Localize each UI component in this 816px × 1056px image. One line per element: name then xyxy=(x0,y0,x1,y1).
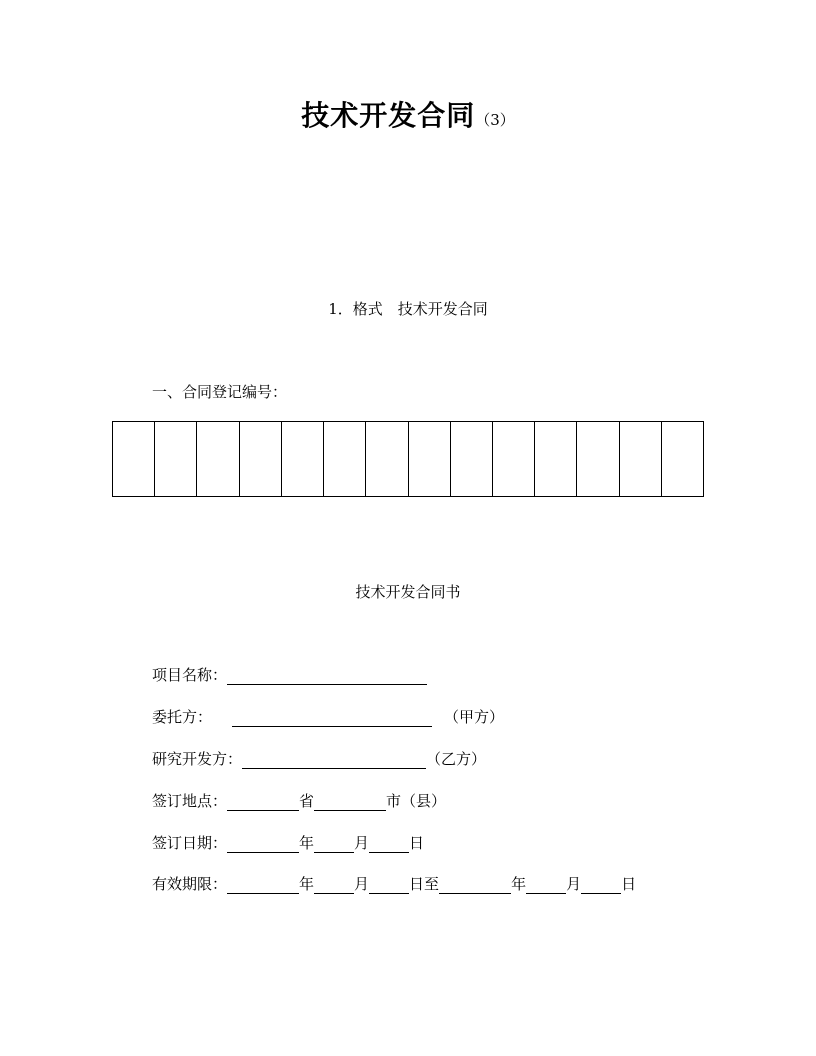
start-year-blank[interactable] xyxy=(227,875,299,894)
sign-month-blank[interactable] xyxy=(314,834,354,853)
city-blank[interactable] xyxy=(314,792,386,811)
sign-year-blank[interactable] xyxy=(227,834,299,853)
start-day-blank[interactable] xyxy=(369,875,409,894)
end-day-label: 日 xyxy=(621,875,637,893)
registration-box[interactable] xyxy=(196,422,238,496)
project-name-blank[interactable] xyxy=(227,666,427,685)
end-month-label: 月 xyxy=(566,875,582,893)
sign-month-label: 月 xyxy=(354,834,370,852)
registration-box[interactable] xyxy=(408,422,450,496)
end-year-blank[interactable] xyxy=(439,875,511,894)
project-name-label: 项目名称： xyxy=(152,666,228,684)
registration-number-boxes xyxy=(112,421,704,497)
registration-box[interactable] xyxy=(450,422,492,496)
validity-row xyxy=(152,873,636,894)
registration-box[interactable] xyxy=(534,422,576,496)
start-month-label: 月 xyxy=(354,875,370,893)
province-blank[interactable] xyxy=(227,792,299,811)
title-suffix: （3） xyxy=(475,111,515,129)
registration-box[interactable] xyxy=(365,422,407,496)
city-county-label: 市（县） xyxy=(386,792,447,810)
end-day-blank[interactable] xyxy=(581,875,621,894)
format-line: 1．格式 技术开发合同 xyxy=(328,300,488,318)
registration-box[interactable] xyxy=(619,422,661,496)
contract-book-title: 技术开发合同书 xyxy=(355,583,461,601)
validity-label: 有效期限： xyxy=(152,875,228,893)
signing-place-label: 签订地点： xyxy=(152,792,228,810)
sign-day-label: 日 xyxy=(409,834,425,852)
registration-box[interactable] xyxy=(323,422,365,496)
developer-label: 研究开发方： xyxy=(152,750,243,768)
registration-box[interactable] xyxy=(239,422,281,496)
registration-box[interactable] xyxy=(154,422,196,496)
start-day-to-label: 日至 xyxy=(409,875,440,893)
sign-year-label: 年 xyxy=(299,834,315,852)
registration-label: 一、合同登记编号： xyxy=(152,383,288,401)
end-year-label: 年 xyxy=(511,875,527,893)
developer-row xyxy=(152,748,486,769)
client-party-label: （甲方） xyxy=(444,708,505,726)
project-name-row xyxy=(152,664,427,685)
start-year-label: 年 xyxy=(299,875,315,893)
client-row xyxy=(152,706,504,727)
signing-date-row xyxy=(152,832,424,853)
start-month-blank[interactable] xyxy=(314,875,354,894)
signing-place-row xyxy=(152,790,446,811)
client-blank[interactable] xyxy=(232,708,432,727)
registration-box[interactable] xyxy=(492,422,534,496)
client-label: 委托方： xyxy=(152,708,213,726)
sign-day-blank[interactable] xyxy=(369,834,409,853)
developer-blank[interactable] xyxy=(242,750,426,769)
developer-party-label: （乙方） xyxy=(426,750,487,768)
registration-box[interactable] xyxy=(661,422,703,496)
end-month-blank[interactable] xyxy=(526,875,566,894)
province-label: 省 xyxy=(299,792,315,810)
document-title xyxy=(0,94,816,134)
signing-date-label: 签订日期： xyxy=(152,834,228,852)
registration-box[interactable] xyxy=(113,422,154,496)
registration-box[interactable] xyxy=(576,422,618,496)
registration-box[interactable] xyxy=(281,422,323,496)
title-main: 技术开发合同 xyxy=(301,99,476,132)
